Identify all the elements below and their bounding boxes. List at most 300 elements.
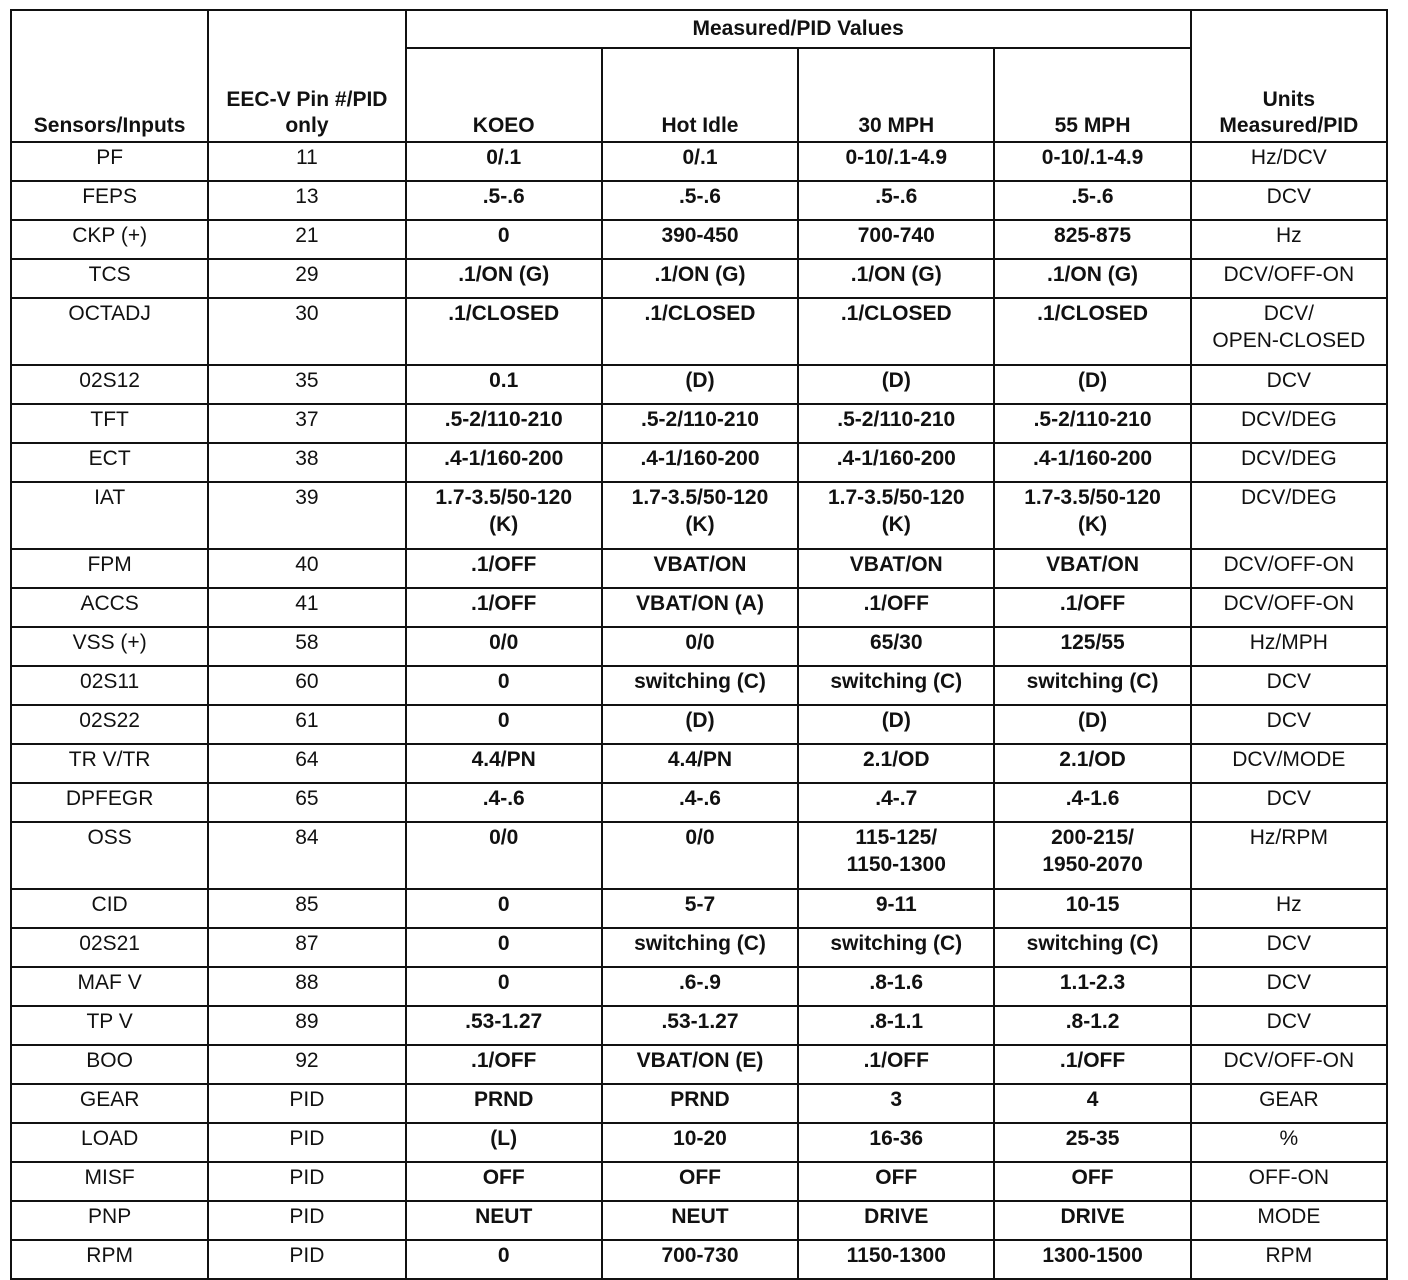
value-line: 0 — [497, 670, 510, 693]
30-mph-value-cell — [798, 259, 994, 298]
pin-cell: 39 — [208, 482, 405, 549]
55-mph-value-cell — [994, 744, 1190, 783]
pin-cell: 89 — [208, 1006, 405, 1045]
table-row — [11, 822, 1387, 889]
koeo-value-cell — [406, 1006, 602, 1045]
value-line: 16-36 — [869, 1127, 924, 1150]
table-row — [11, 967, 1387, 1006]
30-mph-value-cell — [798, 1162, 994, 1201]
hot-idle-value-cell — [602, 365, 798, 404]
value-line: 3 — [890, 1088, 903, 1111]
value-line: .5-.6 — [1071, 185, 1114, 208]
30-mph-value-cell — [798, 220, 994, 259]
value-line: OFF — [678, 1166, 721, 1189]
value-line: 0/.1 — [486, 146, 522, 169]
value-line: 390-450 — [661, 224, 739, 247]
30-mph-value-cell — [798, 1123, 994, 1162]
value-line: .1/ON (G) — [654, 263, 746, 286]
header-units-line: Measured/PID — [1219, 114, 1359, 137]
30-mph-value-cell — [798, 967, 994, 1006]
table-row — [11, 142, 1387, 181]
value-line: .5-.6 — [482, 185, 525, 208]
table-row — [11, 1201, 1387, 1240]
55-mph-value-cell — [994, 705, 1190, 744]
value-line: .1/OFF — [1059, 592, 1126, 615]
55-mph-value-cell — [994, 365, 1190, 404]
table-row — [11, 220, 1387, 259]
sensor-cell: MISF — [11, 1162, 208, 1201]
table-row — [11, 259, 1387, 298]
value-line: 0 — [497, 224, 510, 247]
30-mph-value-cell — [798, 889, 994, 928]
30-mph-value-cell — [798, 1006, 994, 1045]
value-line: .4-1.6 — [1065, 787, 1120, 810]
pin-cell: PID — [208, 1162, 405, 1201]
value-line: .1/OFF — [863, 1049, 929, 1072]
koeo-value-cell — [406, 627, 602, 666]
value-line: OFF — [875, 1166, 918, 1189]
sensor-cell: TFT — [11, 404, 208, 443]
30-mph-value-cell — [798, 705, 994, 744]
value-line: NEUT — [671, 1205, 729, 1228]
value-line: DRIVE — [1060, 1205, 1125, 1228]
30-mph-value-cell — [798, 181, 994, 220]
table-row — [11, 744, 1387, 783]
sensor-cell: GEAR — [11, 1084, 208, 1123]
value-line: .1/OFF — [471, 1049, 537, 1072]
hot-idle-value-cell — [602, 744, 798, 783]
unit-line: DCV — [1266, 787, 1312, 810]
pin-cell: 87 — [208, 928, 405, 967]
value-line: .5-2/110-210 — [641, 408, 759, 431]
unit-line: DCV/DEG — [1241, 408, 1337, 431]
table-row — [11, 443, 1387, 482]
units-cell — [1191, 365, 1387, 404]
koeo-value-cell — [406, 967, 602, 1006]
pin-cell: 13 — [208, 181, 405, 220]
unit-line: OFF-ON — [1248, 1166, 1330, 1189]
55-mph-value-cell — [994, 967, 1190, 1006]
value-line: switching (C) — [634, 932, 766, 955]
value-line: .6-.9 — [678, 971, 721, 994]
value-line: 10-15 — [1065, 893, 1120, 916]
unit-line: DCV/DEG — [1241, 447, 1337, 470]
unit-line: Hz/MPH — [1249, 631, 1328, 654]
value-line: .8-1.2 — [1065, 1010, 1120, 1033]
sensor-cell: FEPS — [11, 181, 208, 220]
55-mph-value-cell — [994, 404, 1190, 443]
table-row — [11, 627, 1387, 666]
units-cell — [1191, 783, 1387, 822]
30-mph-value-cell — [798, 298, 994, 365]
unit-line: Hz — [1276, 893, 1302, 916]
pin-cell: 92 — [208, 1045, 405, 1084]
table-row — [11, 482, 1387, 549]
55-mph-value-cell — [994, 1240, 1190, 1279]
value-line: 5-7 — [684, 893, 716, 916]
55-mph-value-cell — [994, 482, 1190, 549]
value-line: switching (C) — [1026, 932, 1159, 955]
unit-line: DCV/OFF-ON — [1223, 553, 1355, 576]
table-row — [11, 404, 1387, 443]
pin-cell: 37 — [208, 404, 405, 443]
unit-line: DCV/OFF-ON — [1223, 1049, 1355, 1072]
value-line: 825-875 — [1054, 224, 1132, 247]
sensor-cell: PF — [11, 142, 208, 181]
pin-cell: 64 — [208, 744, 405, 783]
55-mph-value-cell — [994, 1045, 1190, 1084]
unit-line: DCV/DEG — [1241, 486, 1337, 509]
hot-idle-value-cell — [602, 1123, 798, 1162]
55-mph-value-cell — [994, 627, 1190, 666]
sensor-cell: 02S11 — [11, 666, 208, 705]
value-line: 700-740 — [857, 224, 935, 247]
hot-idle-value-cell — [602, 627, 798, 666]
koeo-value-cell — [406, 1162, 602, 1201]
units-cell — [1191, 549, 1387, 588]
hot-idle-value-cell — [602, 549, 798, 588]
value-line: 1300-1500 — [1042, 1244, 1143, 1267]
value-line: DRIVE — [864, 1205, 929, 1228]
header-pin-line: only — [285, 114, 329, 137]
table-row — [11, 705, 1387, 744]
sensor-cell: ECT — [11, 443, 208, 482]
value-line: switching (C) — [634, 670, 766, 693]
hot-idle-value-cell — [602, 1084, 798, 1123]
value-line: VBAT/ON — [849, 553, 943, 576]
unit-line: MODE — [1257, 1205, 1321, 1228]
table-row — [11, 1045, 1387, 1084]
55-mph-value-cell — [994, 220, 1190, 259]
sensor-cell: 02S12 — [11, 365, 208, 404]
units-cell — [1191, 928, 1387, 967]
hot-idle-value-cell — [602, 928, 798, 967]
value-line: .4-1/160-200 — [1033, 447, 1153, 470]
pin-cell: PID — [208, 1123, 405, 1162]
koeo-value-cell — [406, 181, 602, 220]
value-line: .1/ON (G) — [1047, 263, 1139, 286]
55-mph-value-cell — [994, 181, 1190, 220]
30-mph-value-cell — [798, 1201, 994, 1240]
value-line: 0 — [497, 893, 510, 916]
units-cell — [1191, 822, 1387, 889]
30-mph-value-cell — [798, 783, 994, 822]
sensor-cell: PNP — [11, 1201, 208, 1240]
55-mph-value-cell — [994, 1006, 1190, 1045]
unit-line: DCV — [1266, 369, 1312, 392]
value-line: switching (C) — [830, 932, 963, 955]
value-line: 0/0 — [489, 826, 519, 849]
header-pin-line: EEC-V — [226, 88, 291, 111]
units-cell — [1191, 1123, 1387, 1162]
55-mph-value-cell — [994, 783, 1190, 822]
value-line: PRND — [670, 1088, 730, 1111]
sensor-cell: RPM — [11, 1240, 208, 1279]
table-row — [11, 588, 1387, 627]
30-mph-value-cell — [798, 1084, 994, 1123]
table-row — [11, 1123, 1387, 1162]
pin-cell: 58 — [208, 627, 405, 666]
value-line: VBAT/ON — [1046, 553, 1140, 576]
units-cell — [1191, 181, 1387, 220]
koeo-value-cell — [406, 705, 602, 744]
value-line: 0 — [497, 971, 510, 994]
hot-idle-value-cell — [602, 666, 798, 705]
value-line: .1/ON (G) — [850, 263, 942, 286]
koeo-value-cell — [406, 259, 602, 298]
header-units-line: Units — [1262, 88, 1316, 111]
value-line: 0 — [497, 932, 510, 955]
value-line: 1.7-3.5/50-120 — [827, 486, 965, 509]
units-cell — [1191, 744, 1387, 783]
30-mph-value-cell — [798, 549, 994, 588]
header-koeo: KOEO — [406, 48, 602, 142]
sensor-cell: CKP (+) — [11, 220, 208, 259]
pin-cell: 21 — [208, 220, 405, 259]
unit-line: DCV — [1266, 932, 1312, 955]
value-line: VBAT/ON (A) — [636, 592, 764, 615]
koeo-value-cell — [406, 220, 602, 259]
value-line: (L) — [490, 1127, 518, 1150]
pin-cell: 60 — [208, 666, 405, 705]
hot-idle-value-cell — [602, 889, 798, 928]
hot-idle-value-cell — [602, 705, 798, 744]
value-line: 0-10/.1-4.9 — [1041, 146, 1144, 169]
value-line: .1/ON (G) — [458, 263, 550, 286]
value-line: VBAT/ON — [653, 553, 747, 576]
30-mph-value-cell — [798, 588, 994, 627]
koeo-value-cell — [406, 298, 602, 365]
koeo-value-cell — [406, 1045, 602, 1084]
hot-idle-value-cell — [602, 1201, 798, 1240]
value-line: (K) — [685, 513, 715, 536]
koeo-value-cell — [406, 1240, 602, 1279]
sensor-cell: ACCS — [11, 588, 208, 627]
55-mph-value-cell — [994, 1201, 1190, 1240]
value-line: (K) — [489, 513, 519, 536]
pin-cell: 40 — [208, 549, 405, 588]
unit-line: DCV/MODE — [1232, 748, 1346, 771]
hot-idle-value-cell — [602, 404, 798, 443]
hot-idle-value-cell — [602, 588, 798, 627]
value-line: .5-.6 — [678, 185, 721, 208]
value-line: (D) — [685, 709, 715, 732]
koeo-value-cell — [406, 443, 602, 482]
value-line: .4-1/160-200 — [444, 447, 564, 470]
units-cell — [1191, 1006, 1387, 1045]
header-sensors: Sensors/Inputs — [11, 10, 208, 142]
header-pin-line: Pin #/PID — [296, 88, 388, 111]
hot-idle-value-cell — [602, 1006, 798, 1045]
table-row — [11, 298, 1387, 365]
hot-idle-value-cell — [602, 822, 798, 889]
value-line: 0 — [497, 1244, 510, 1267]
koeo-value-cell — [406, 404, 602, 443]
pin-cell: 84 — [208, 822, 405, 889]
value-line: NEUT — [475, 1205, 533, 1228]
unit-line: Hz — [1276, 224, 1302, 247]
unit-line: DCV — [1266, 1010, 1312, 1033]
sensor-cell: DPFEGR — [11, 783, 208, 822]
header-row-top — [11, 10, 1387, 48]
value-line: 0/0 — [685, 826, 715, 849]
value-line: 0.1 — [489, 369, 519, 392]
55-mph-value-cell — [994, 1123, 1190, 1162]
koeo-value-cell — [406, 365, 602, 404]
pin-cell: 29 — [208, 259, 405, 298]
table-row — [11, 928, 1387, 967]
value-line: .1/OFF — [471, 553, 537, 576]
unit-line: Hz/RPM — [1249, 826, 1328, 849]
unit-line: DCV/ — [1263, 302, 1314, 325]
table-row — [11, 666, 1387, 705]
value-line: 9-11 — [875, 893, 917, 916]
table-row — [11, 1084, 1387, 1123]
hot-idle-value-cell — [602, 259, 798, 298]
value-line: .4-1/160-200 — [640, 447, 760, 470]
units-cell — [1191, 404, 1387, 443]
pin-cell: 41 — [208, 588, 405, 627]
units-cell — [1191, 1201, 1387, 1240]
value-line: 4 — [1086, 1088, 1099, 1111]
unit-line: GEAR — [1259, 1088, 1319, 1111]
value-line: 1150-1300 — [846, 853, 946, 876]
55-mph-value-cell — [994, 1162, 1190, 1201]
table-row — [11, 889, 1387, 928]
value-line: PRND — [473, 1088, 534, 1111]
value-line: .1/CLOSED — [644, 302, 756, 325]
value-line: .53-1.27 — [465, 1010, 543, 1033]
value-line: .1/CLOSED — [448, 302, 560, 325]
unit-line: DCV/OFF-ON — [1223, 263, 1355, 286]
value-line: OFF — [1071, 1166, 1114, 1189]
55-mph-value-cell — [994, 1084, 1190, 1123]
koeo-value-cell — [406, 889, 602, 928]
30-mph-value-cell — [798, 404, 994, 443]
units-cell — [1191, 443, 1387, 482]
30-mph-value-cell — [798, 666, 994, 705]
units-cell — [1191, 259, 1387, 298]
hot-idle-value-cell — [602, 443, 798, 482]
30-mph-value-cell — [798, 365, 994, 404]
55-mph-value-cell — [994, 549, 1190, 588]
value-line: 0 — [497, 709, 510, 732]
koeo-value-cell — [406, 482, 602, 549]
table-row — [11, 1162, 1387, 1201]
value-line: .8-1.6 — [869, 971, 924, 994]
value-line: 0/0 — [685, 631, 715, 654]
hot-idle-value-cell — [602, 1162, 798, 1201]
30-mph-value-cell — [798, 142, 994, 181]
55-mph-value-cell — [994, 928, 1190, 967]
header-hot-idle: Hot Idle — [602, 48, 798, 142]
header-measured-group: Measured/PID Values — [406, 10, 1191, 48]
55-mph-value-cell — [994, 588, 1190, 627]
sensor-cell: OSS — [11, 822, 208, 889]
pin-cell: PID — [208, 1201, 405, 1240]
koeo-value-cell — [406, 588, 602, 627]
value-line: 1950-2070 — [1042, 853, 1143, 876]
value-line: (K) — [881, 513, 911, 536]
units-cell — [1191, 967, 1387, 1006]
30-mph-value-cell — [798, 1045, 994, 1084]
30-mph-value-cell — [798, 928, 994, 967]
value-line: .4-.7 — [875, 787, 918, 810]
value-line: 115-125/ — [855, 826, 938, 849]
value-line: .4-.6 — [482, 787, 525, 810]
value-line: 1.7-3.5/50-120 — [631, 486, 769, 509]
value-line: .1/OFF — [863, 592, 929, 615]
value-line: 0/.1 — [682, 146, 718, 169]
value-line: (D) — [881, 369, 911, 392]
units-cell — [1191, 220, 1387, 259]
value-line: .8-1.1 — [869, 1010, 924, 1033]
pin-cell: 65 — [208, 783, 405, 822]
30-mph-value-cell — [798, 1240, 994, 1279]
pin-cell: 88 — [208, 967, 405, 1006]
value-line: 1.7-3.5/50-120 — [435, 486, 572, 509]
koeo-value-cell — [406, 822, 602, 889]
value-line: .4-1/160-200 — [836, 447, 956, 470]
koeo-value-cell — [406, 549, 602, 588]
55-mph-value-cell — [994, 889, 1190, 928]
koeo-value-cell — [406, 666, 602, 705]
30-mph-value-cell — [798, 627, 994, 666]
table-row — [11, 365, 1387, 404]
55-mph-value-cell — [994, 822, 1190, 889]
value-line: 200-215/ — [1051, 826, 1134, 849]
pin-cell: 30 — [208, 298, 405, 365]
unit-line: DCV — [1266, 670, 1312, 693]
sensor-cell: FPM — [11, 549, 208, 588]
value-line: 2.1/OD — [863, 748, 930, 771]
value-line: 10-20 — [673, 1127, 727, 1150]
units-cell — [1191, 666, 1387, 705]
value-line: 700-730 — [661, 1244, 739, 1267]
units-cell — [1191, 1045, 1387, 1084]
value-line: .1/CLOSED — [1037, 302, 1148, 325]
sensor-cell: VSS (+) — [11, 627, 208, 666]
sensor-cell: 02S21 — [11, 928, 208, 967]
unit-line: DCV/OFF-ON — [1223, 592, 1355, 615]
pin-cell: PID — [208, 1240, 405, 1279]
unit-line: Hz/DCV — [1250, 146, 1327, 169]
value-line: .1/OFF — [471, 592, 537, 615]
55-mph-value-cell — [994, 298, 1190, 365]
value-line: .5-.6 — [875, 185, 918, 208]
30-mph-value-cell — [798, 482, 994, 549]
header-55-mph: 55 MPH — [994, 48, 1190, 142]
units-cell — [1191, 142, 1387, 181]
hot-idle-value-cell — [602, 142, 798, 181]
hot-idle-value-cell — [602, 220, 798, 259]
55-mph-value-cell — [994, 666, 1190, 705]
table-row — [11, 783, 1387, 822]
value-line: switching (C) — [830, 670, 963, 693]
pin-cell: 38 — [208, 443, 405, 482]
value-line: (D) — [685, 369, 715, 392]
30-mph-value-cell — [798, 822, 994, 889]
koeo-value-cell — [406, 142, 602, 181]
sensor-cell: TP V — [11, 1006, 208, 1045]
value-line: 4.4/PN — [667, 748, 733, 771]
value-line: (D) — [1077, 369, 1108, 392]
unit-line: OPEN-CLOSED — [1212, 329, 1366, 352]
value-line: 1150-1300 — [846, 1244, 946, 1267]
sensor-cell: TCS — [11, 259, 208, 298]
value-line: 0/0 — [489, 631, 519, 654]
hot-idle-value-cell — [602, 298, 798, 365]
